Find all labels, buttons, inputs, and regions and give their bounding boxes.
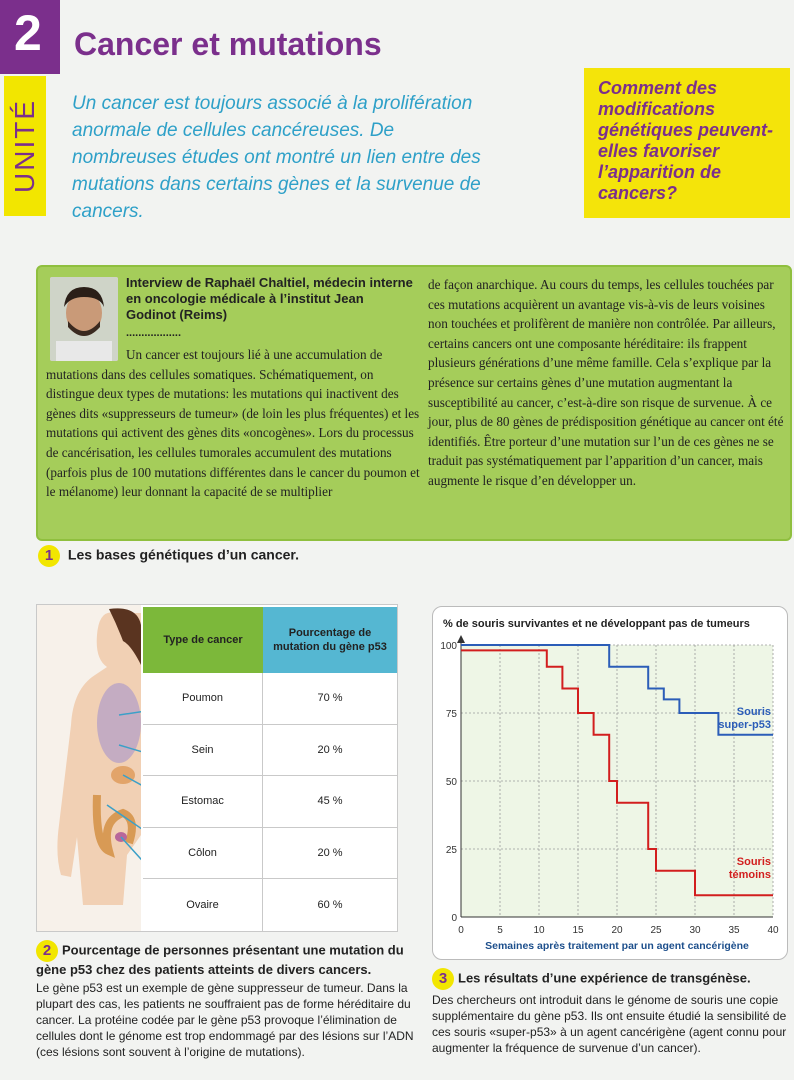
- cell-cancer-type: Ovaire: [143, 879, 263, 931]
- x-tick-label: 5: [497, 925, 503, 936]
- cell-mutation-pct: 70 %: [317, 692, 343, 705]
- cell-cancer-type: Côlon: [143, 828, 263, 879]
- unit-number: 2: [14, 5, 42, 61]
- x-tick-label: 20: [611, 925, 623, 936]
- unit-number-badge: [0, 0, 60, 74]
- chart-title: % de souris survivantes et ne développant pas de tumeurs: [443, 618, 750, 630]
- x-tick-label: 15: [572, 925, 584, 936]
- x-tick-label: 0: [458, 925, 464, 936]
- x-tick-label: 40: [767, 925, 779, 936]
- interview-dots: ..................: [126, 327, 182, 339]
- table-row: [143, 776, 397, 828]
- cell-cancer-type: Poumon: [143, 673, 263, 724]
- y-axis-arrow: [457, 635, 465, 643]
- doc2-caption: Pourcentage de personnes présentant une mutation du gène p53 chez des patients atteints de divers cancers.: [36, 942, 404, 977]
- body-illustration: [37, 605, 141, 931]
- header-cancer-type: Type de cancer: [143, 607, 263, 673]
- y-tick-label: 100: [440, 641, 457, 652]
- doc2-number: 2: [36, 940, 58, 962]
- cell-mutation-pct: 20 %: [317, 847, 343, 860]
- interview-box: [36, 265, 792, 541]
- cell-cancer-type: Estomac: [143, 776, 263, 827]
- series-super-p53-label: super-p53: [718, 719, 771, 731]
- series-super-p53-label: Souris: [736, 706, 771, 718]
- cell-mutation-pct: 45 %: [317, 795, 343, 808]
- y-tick-label: 75: [445, 709, 457, 720]
- table-row: [143, 828, 397, 880]
- header-mutation-pct: Pourcentage de mutation du gène p53: [263, 607, 397, 673]
- survival-chart: [433, 607, 787, 959]
- cell-mutation-pct: 20 %: [317, 743, 343, 756]
- doc3-legend: [432, 968, 788, 1056]
- x-tick-label: 25: [650, 925, 662, 936]
- series-control-label: témoins: [728, 868, 771, 881]
- interview-heading: Interview de Raphaël Chaltiel, médecin interne en oncologie médicale à l’institut Jean Godinot (Reims): [126, 275, 413, 322]
- series-control-label: Souris: [736, 855, 771, 868]
- x-tick-label: 10: [533, 925, 545, 936]
- table-header: [143, 607, 397, 673]
- x-axis-label: Semaines après traitement par un agent cancérigène: [485, 940, 749, 952]
- p53-mutation-table: [143, 607, 397, 931]
- interview-column-2: de façon anarchique. Au cours du temps, les cellules touchées par ces mutations acquièrent un avantage vis-à-vis de leurs voisines non touchées et prolifèrent de manière non contrôlée. Par ailleurs, certains cancers ont une composante héréditaire: ils frappent plusieurs générations d’une même famille. Cela s’explique par la présence sur certains gènes d’une mutation augmentant la susceptibilité au cancer, c’est-à-dire son risque de survenue. À ce jour, plus de 80 gènes de prédisposition génétique au cancer ont été identifiés. Être porteur d’une mutation sur l’un de ces gènes ne se traduit pas systématiquement par l’apparition d’un cancer, mais augmente le risque d’en développer un.: [428, 277, 784, 488]
- y-tick-label: 25: [445, 845, 457, 856]
- doc3-caption: Les résultats d’une expérience de transgénèse.: [458, 970, 751, 986]
- cell-cancer-type: Sein: [143, 725, 263, 776]
- doc3-number: 3: [432, 968, 454, 990]
- question-box: [584, 68, 790, 218]
- cell-mutation-pct: 60 %: [317, 899, 343, 912]
- y-tick-label: 0: [451, 913, 457, 924]
- y-tick-label: 50: [445, 777, 457, 788]
- doc1-number: 1: [38, 545, 60, 567]
- doc3-description: Des chercheurs ont introduit dans le génome de souris une copie supplémentaire du gène p53. Ils ont ensuite étudié la sensibilité de ces souris «super-p53» à un agent cancérigène (agent connu pour augmenter la fréquence de survenue d’un cancer).: [432, 993, 787, 1055]
- doc1-title: [38, 545, 299, 567]
- x-tick-label: 30: [689, 925, 701, 936]
- x-tick-label: 35: [728, 925, 740, 936]
- doc1-title-text: Les bases génétiques d’un cancer.: [67, 546, 299, 563]
- question-text: Comment des modifications génétiques peuvent-elles favoriser l’apparition de cancers?: [598, 78, 774, 203]
- table-row: [143, 879, 397, 931]
- doc2-legend: [36, 940, 416, 1060]
- unit-label-banner: [4, 76, 46, 216]
- doc3-chart-frame: [432, 606, 788, 960]
- interview-column-1: Un cancer est toujours lié à une accumulation de mutations dans des cellules somatiques. Schématiquement, on distingue deux types de mutations: les mutations qui inactivent des gènes dits «suppresseurs de tumeur» (de loin les plus fréquentes) et les mutations qui activent des gènes dits «oncogènes». Lors du processus de cancérisation, les cellules tumorales accumulent des mutations (parfois plus de 100 mutations différentes dans le cancer du poumon et le mélanome) leur donnant la capacité de se multiplier: [46, 347, 420, 500]
- intro-text: Un cancer est toujours associé à la prolifération anormale de cellules cancéreuses. De nombreuses études ont montré un lien entre des mutations dans certains gènes et la survenue de cancers.: [72, 93, 481, 222]
- page-title: Cancer et mutations: [74, 26, 382, 62]
- table-row: [143, 673, 397, 725]
- unit-label: UNITÉ: [9, 99, 40, 193]
- doc2-description: Le gène p53 est un exemple de gène suppresseur de tumeur. Dans la plupart des cas, les patients ne souffraient pas de forme héréditaire du cancer. La protéine codée par le gène p53 provoque l’élimination de cellules dont le génome est trop endommagé par des lésions sur l’ADN (ces lésions sont souvent à l’origine de mutations).: [36, 981, 414, 1059]
- doc2-figure: [36, 604, 398, 932]
- table-row: [143, 725, 397, 777]
